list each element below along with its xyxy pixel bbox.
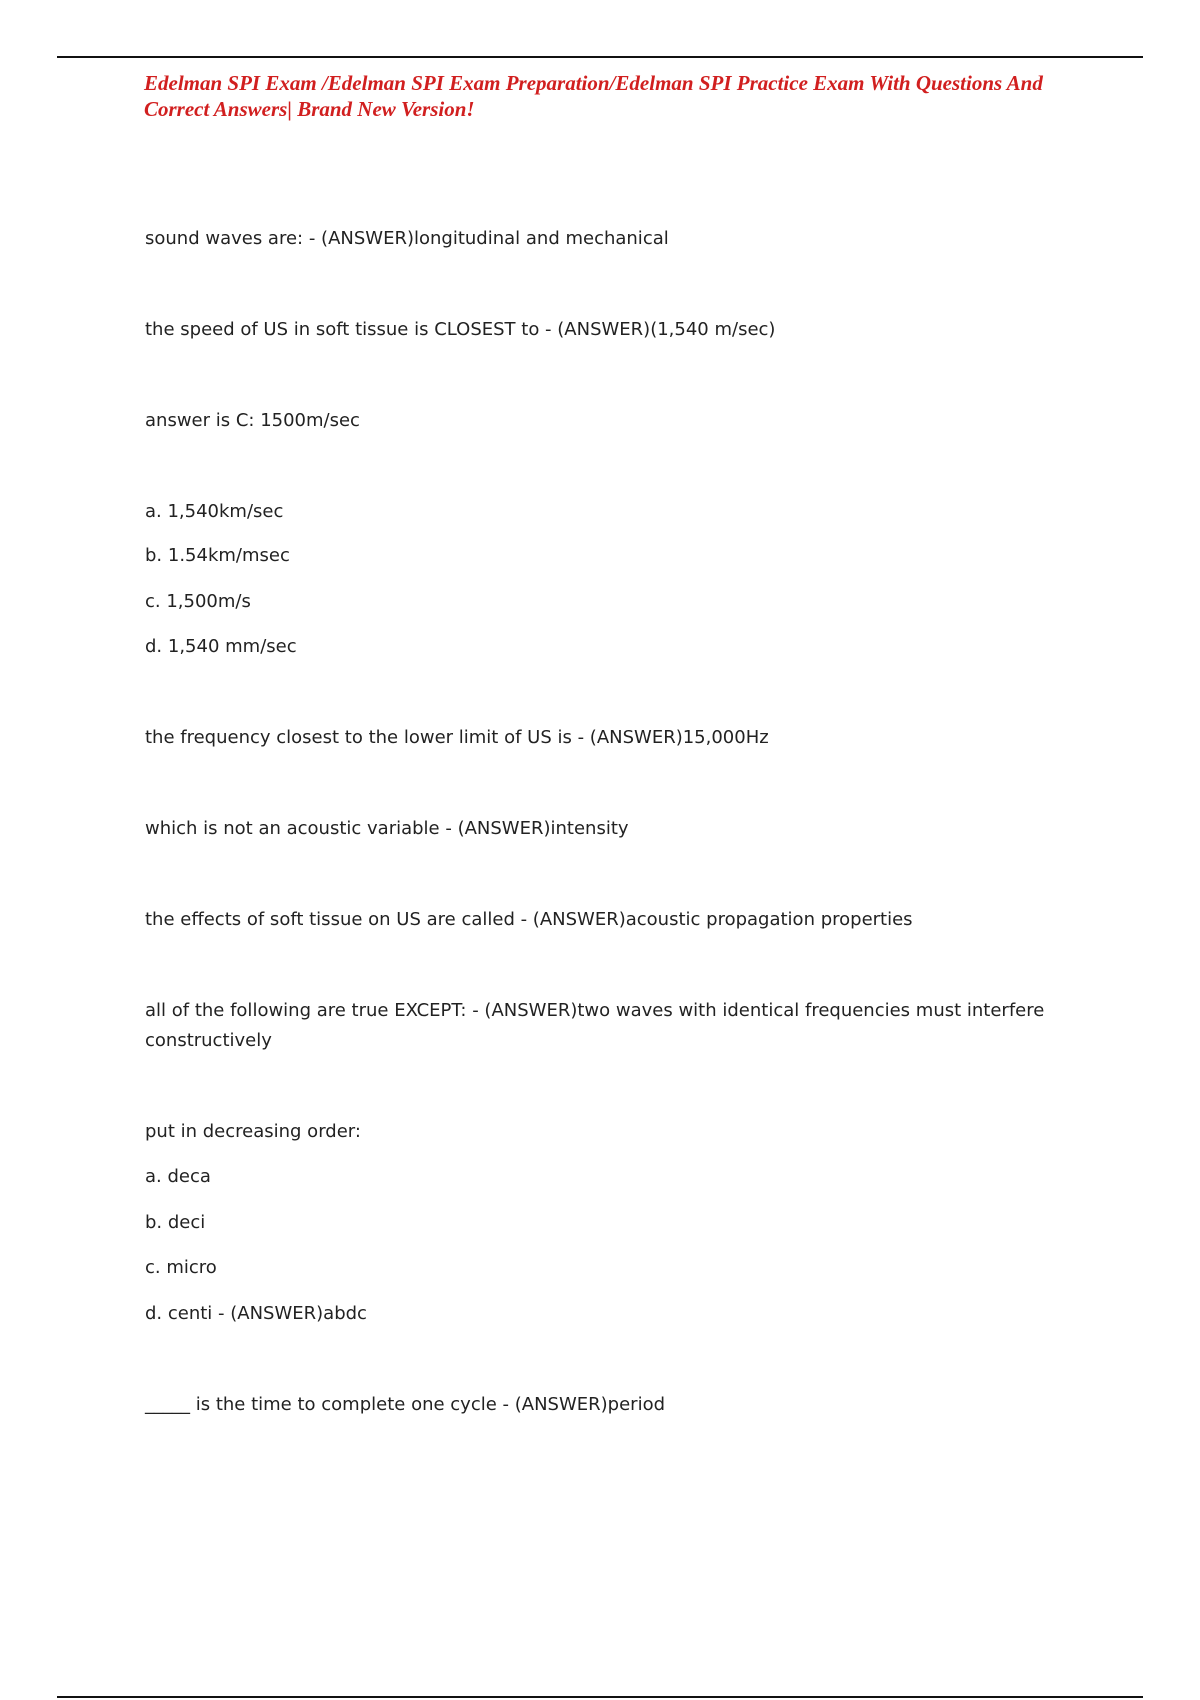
option-d: d. 1,540 mm/sec bbox=[145, 636, 297, 657]
question-true-except: all of the following are true EXCEPT: - (ANSWER)two waves with identical frequencies must interfere constructively bbox=[145, 1000, 1045, 1051]
answer-note: answer is C: 1500m/sec bbox=[145, 410, 360, 431]
order-option-c: c. micro bbox=[145, 1257, 217, 1278]
option-b: b. 1.54km/msec bbox=[145, 545, 290, 566]
question-period: _____ is the time to complete one cycle - (ANSWER)period bbox=[145, 1394, 666, 1415]
option-a: a. 1,540km/sec bbox=[145, 501, 284, 522]
order-option-d: d. centi - (ANSWER)abdc bbox=[145, 1303, 367, 1324]
question-soft-tissue-effects: the effects of soft tissue on US are called - (ANSWER)acoustic propagation properties bbox=[145, 909, 913, 930]
document-title: Edelman SPI Exam /Edelman SPI Exam Preparation/Edelman SPI Practice Exam With Questions And Correct Answers| Brand New Version! bbox=[144, 71, 1043, 121]
question-decreasing-order: put in decreasing order: bbox=[145, 1121, 361, 1142]
order-option-a: a. deca bbox=[145, 1166, 211, 1187]
header-rule bbox=[57, 56, 1143, 58]
question-acoustic-variable: which is not an acoustic variable - (ANSWER)intensity bbox=[145, 818, 629, 839]
question-speed-of-us: the speed of US in soft tissue is CLOSEST to - (ANSWER)(1,540 m/sec) bbox=[145, 319, 776, 340]
question-frequency-lower-limit: the frequency closest to the lower limit of US is - (ANSWER)15,000Hz bbox=[145, 727, 769, 748]
option-c: c. 1,500m/s bbox=[145, 591, 251, 612]
footer-rule bbox=[57, 1696, 1143, 1698]
order-option-b: b. deci bbox=[145, 1212, 206, 1233]
question-sound-waves: sound waves are: - (ANSWER)longitudinal and mechanical bbox=[145, 228, 669, 249]
